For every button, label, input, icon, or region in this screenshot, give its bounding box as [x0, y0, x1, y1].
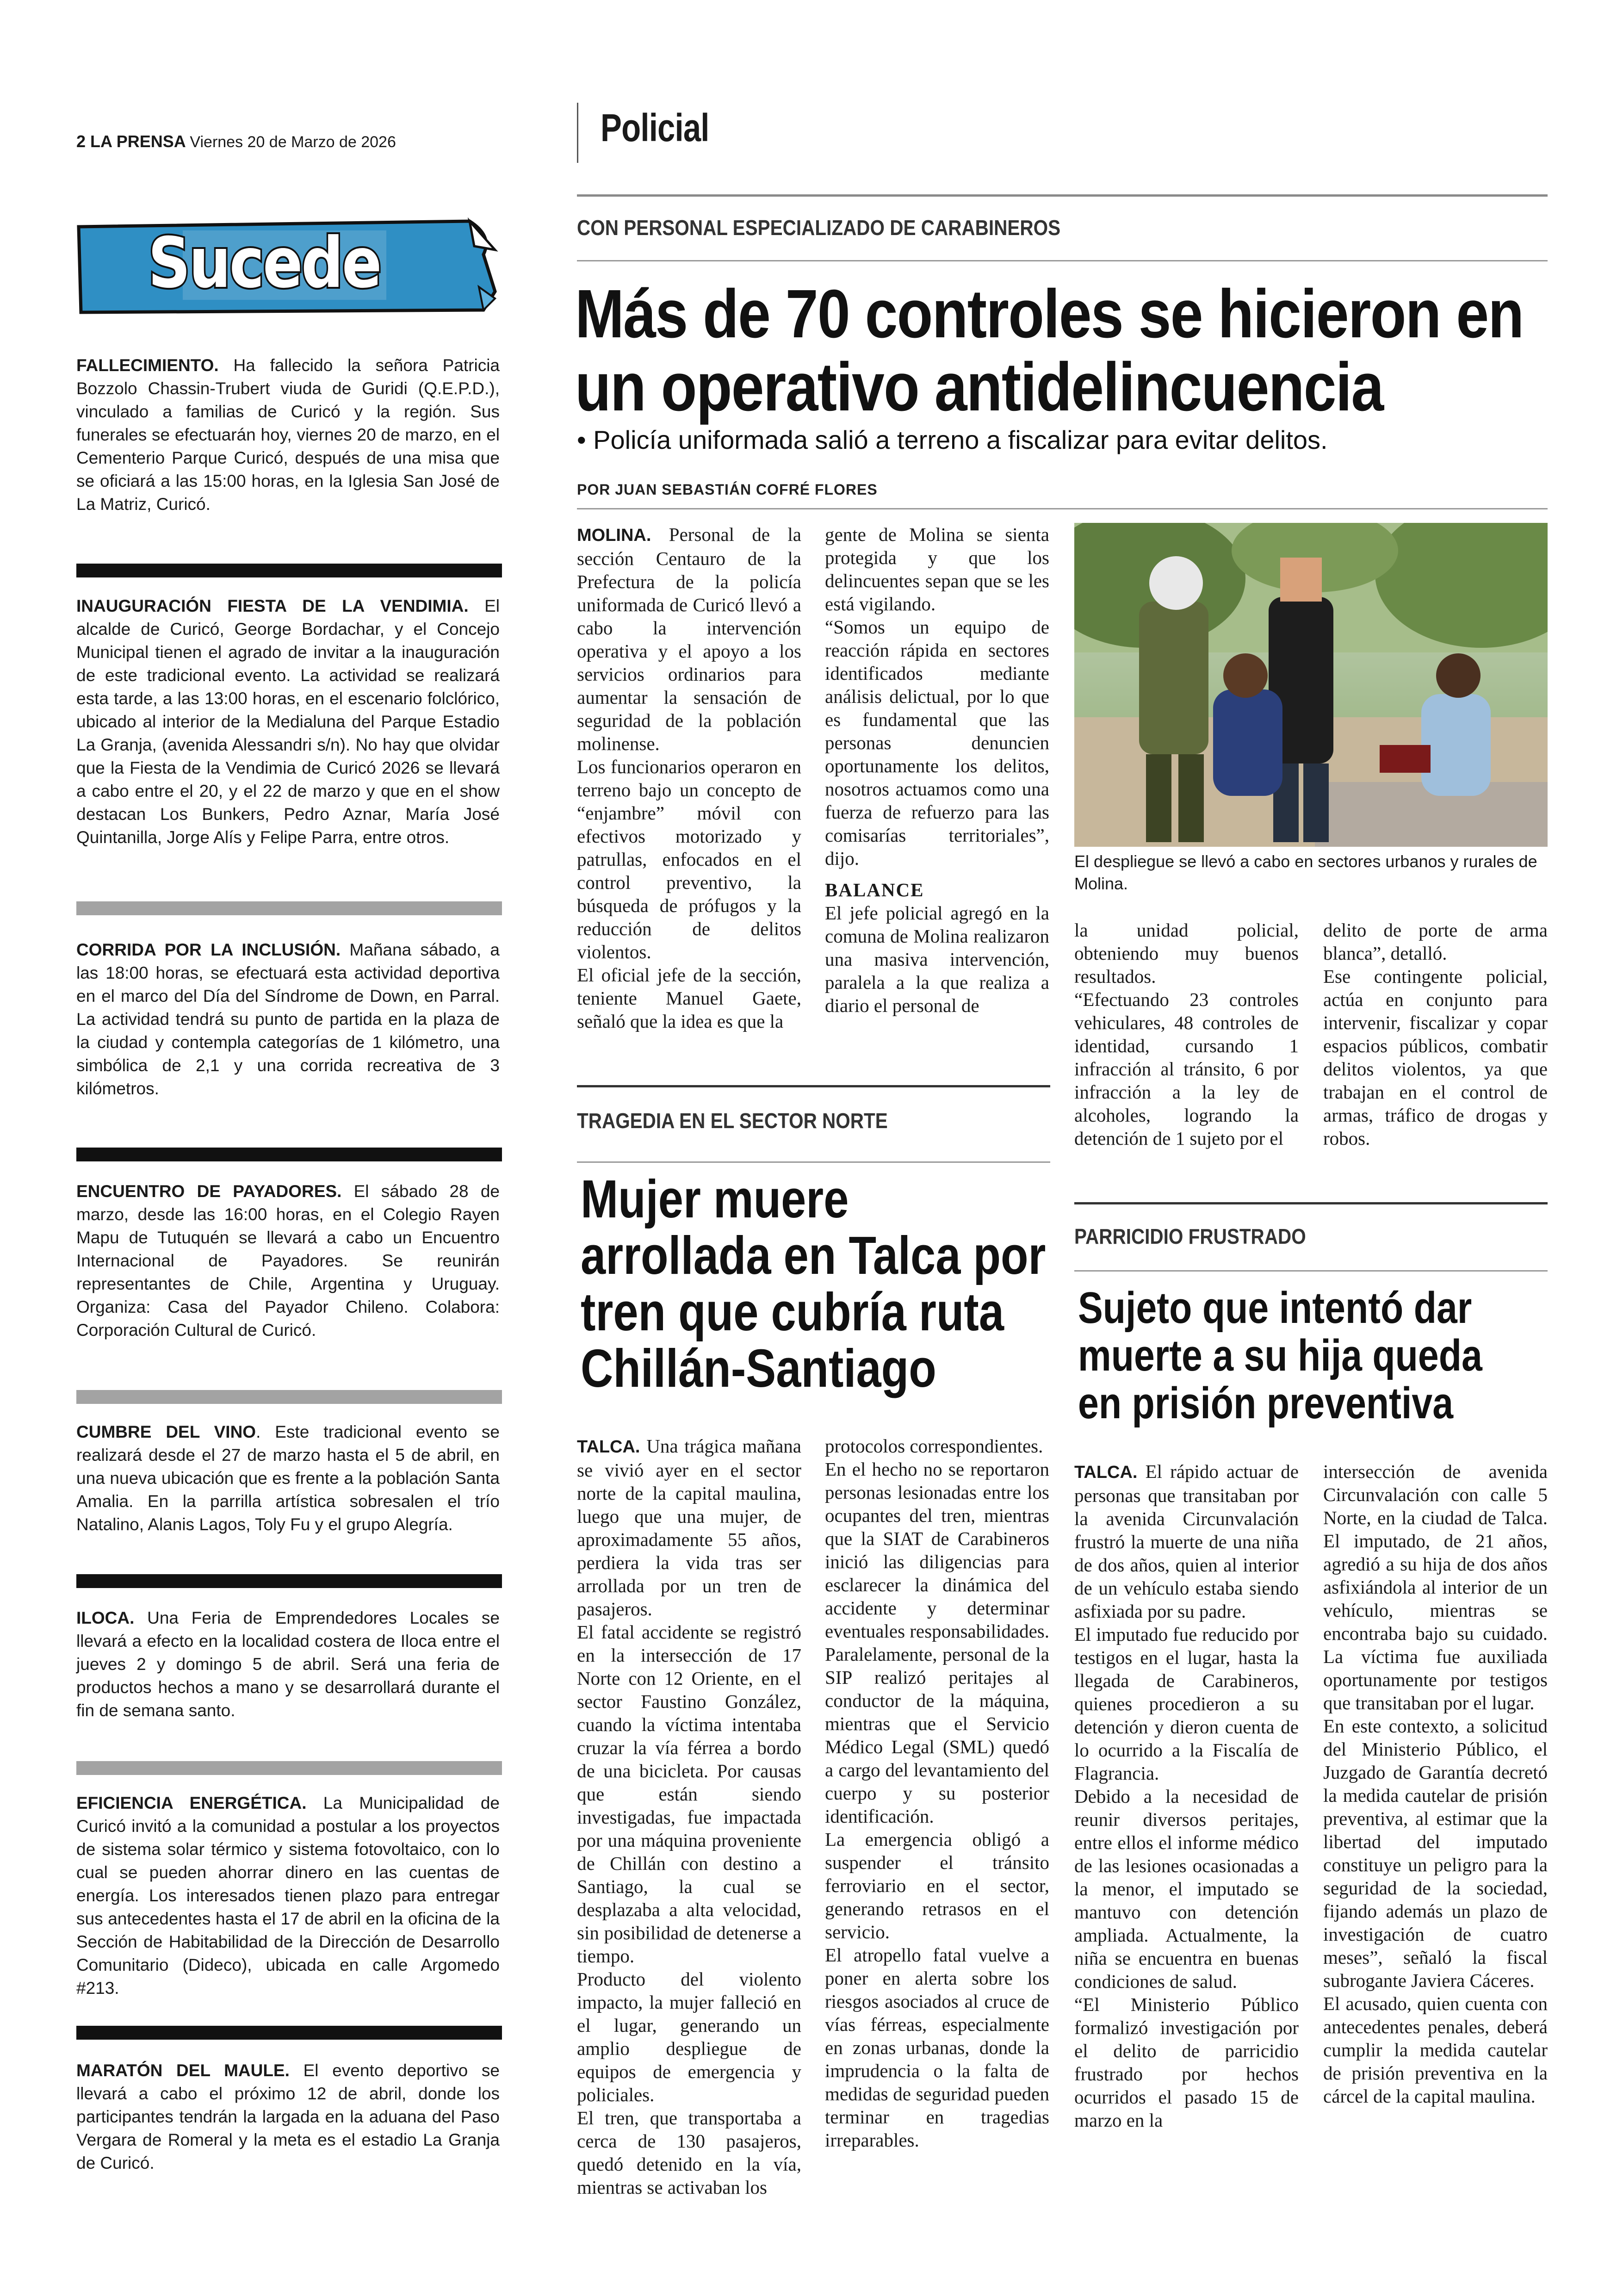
item-text: El evento deportivo se llevará a cabo el próximo 12 de abril, donde los participantes tendrán la largada en la aduana del Paso Vergara de Romeral y la meta es el estadio La Granja de Curicó.: [76, 2061, 500, 2172]
article-photo: [1074, 523, 1548, 847]
paragraph: El atropello fatal vuelve a poner en alerta sobre los riesgos asociados al cruce de vías férreas, especialmente en zonas urbanas, donde la imprudencia o la falta de medidas de seguridad pueden terminar en tragedias irreparables.: [825, 1944, 1049, 2151]
main-headline: [575, 278, 1523, 424]
sucede-item-fallecimiento: [76, 354, 500, 516]
sucede-item-maraton: [76, 2059, 500, 2175]
paragraph: “Efectuando 23 controles vehiculares, 48 controles de identidad, cursando 1 infracción al tránsito, 6 por infracción a la ley de alcoholes, logrando la detención de 1 sujeto por el: [1074, 989, 1299, 1149]
item-divider: [76, 564, 502, 577]
paragraph-text: El rápido actuar de personas que transitaban por la avenida Circunvalación frustró la muerte de una niña de dos años, quien al interior de un vehículo estaba siendo asfixiada por su padre.: [1074, 1461, 1299, 1622]
paragraph: intersección de avenida Circunvalación con calle 5 Norte, en la ciudad de Talca. El imputado, de 21 años, agredió a su hija de dos años asfixiándola al interior de un vehículo, mientras se encontraba bajo su cuidado. La víctima fue auxiliada oportunamente por testigos que transitaban por el lugar.: [1323, 1461, 1548, 1713]
parricide-headline: [1078, 1284, 1482, 1427]
parricide-headline-line: Sujeto que intentó dar: [1078, 1283, 1472, 1333]
sucede-item-eficiencia: [76, 1792, 500, 2000]
sucede-item-vendimia: [76, 595, 500, 849]
parricide-col-2: [1323, 1460, 1548, 2108]
page-date: Viernes 20 de Marzo de 2026: [190, 133, 396, 151]
paragraph: La emergencia obligó a suspender el tránsito ferroviario en el sector, generando retrasos en el servicio.: [825, 1829, 1049, 1942]
paragraph: Los funcionarios operaron en terreno bajo un concepto de “enjambre” móvil con efectivos motorizado y patrullas, enfocados en el control preventivo, la búsqueda de prófugos y la reducción de delitos violentos.: [577, 756, 801, 962]
header-divider: [577, 103, 578, 163]
paragraph: [577, 1434, 801, 1620]
item-keyword: MARATÓN DEL MAULE.: [76, 2061, 290, 2080]
paragraph: El acusado, quien cuenta con antecedentes penales, deberá cumplir la medida cautelar de prisión preventiva en la cárcel de la capital maulina.: [1323, 1993, 1548, 2107]
paragraph-text: Una trágica mañana se vivió ayer en el sector norte de la capital maulina, luego que una mujer, de aproximadamente 55 años, perdiera la vida tras ser arrollada por un tren de pasajeros.: [577, 1435, 801, 1620]
item-keyword: ENCUENTRO DE PAYADORES.: [76, 1182, 342, 1201]
paragraph: “Somos un equipo de reacción rápida en sectores identificados mediante análisis delictual, por lo que es fundamental que las personas denuncien oportunamente los delitos, nosotros actuamos como una fuerza de refuerzo para las comisarías territoriales”, dijo.: [825, 616, 1049, 869]
page-number: 2: [76, 132, 86, 151]
parricide-kicker-rule: [1074, 1270, 1548, 1272]
subheading: BALANCE: [825, 879, 924, 900]
newspaper-name: LA PRENSA: [90, 132, 186, 151]
main-subhead: • Policía uniformada salió a terreno a fiscalizar para evitar delitos.: [577, 425, 1328, 454]
dateline: TALCA.: [577, 1437, 640, 1457]
paragraph: la unidad policial, obteniendo muy buenos resultados.: [1074, 919, 1299, 987]
train-headline-line: Mujer muere: [581, 1169, 849, 1229]
item-divider: [76, 2026, 502, 2040]
main-col-3: [1074, 918, 1299, 1150]
item-text: Una Feria de Emprendedores Locales se llevará a efecto en la localidad costera de Iloca entre el jueves 2 y domingo 5 de abril. Será una feria de productos hechos a mano y se desarrollará durante el fin de semana santo.: [76, 1608, 500, 1720]
page-header: [76, 132, 396, 151]
train-col-1: [577, 1434, 801, 2199]
main-col-1: [577, 523, 801, 1033]
section-title: Policial: [601, 106, 709, 149]
main-col-2: [825, 523, 1049, 1017]
main-byline: POR JUAN SEBASTIÁN COFRÉ FLORES: [577, 481, 878, 498]
parricide-col-1: [1074, 1460, 1299, 2132]
paragraph: protocolos correspondientes.: [825, 1435, 1043, 1457]
item-text: El sábado 28 de marzo, desde las 16:00 horas, en el Colegio Rayen Mapu de Tutuquén se llevará a cabo un Encuentro Internacional de Payadores. Se reunirán representantes de Chile, Argentina y Uruguay. Organiza: Casa del Payador Chileno. Colabora: Corporación Cultural de Curicó.: [76, 1182, 500, 1340]
paragraph: En el hecho no se reportaron personas lesionadas entre los ocupantes del tren, mientras que la SIAT de Carabineros inició las diligencias para esclarecer la dinámica del accidente y determinar eventuales responsabilidades. Paralelamente, personal de la SIP realizó peritajes al conductor de la máquina, mientras que el Servicio Médico Legal (SML) quedó a cargo del levantamiento del cuerpo y su posterior identificación.: [825, 1458, 1050, 1827]
item-divider: [76, 901, 502, 915]
train-headline-line: tren que cubría ruta: [581, 1282, 1004, 1342]
item-divider: [76, 1148, 502, 1161]
item-text: . Este tradicional evento se realizará desde el 27 de marzo hasta el 5 de abril, en una nueva ubicación que es frente a la población Santa Amalia. En la parrilla artística sobresalen el trío Natalino, Alanis Lagos, Toly Fu y el grupo Alegría.: [76, 1422, 500, 1534]
sucede-item-cumbre-vino: [76, 1421, 500, 1536]
train-kicker: TRAGEDIA EN EL SECTOR NORTE: [577, 1109, 888, 1133]
sucede-item-corrida: [76, 938, 500, 1100]
paragraph: [1074, 1460, 1299, 1623]
train-top-rule: [577, 1085, 1050, 1087]
paragraph: gente de Molina se sienta protegida y que los delincuentes sepan que se les está vigilando.: [825, 524, 1049, 614]
photo-police-operation: [1074, 523, 1548, 847]
parricide-top-rule: [1074, 1202, 1548, 1204]
paragraph: El fatal accidente se registró en la intersección de 17 Norte con 12 Oriente, en el sector Faustino González, cuando la víctima intentaba cruzar la vía férrea a bordo de una bicicleta. Por causas que están siendo investigadas, fue impactada por una máquina proveniente de Chillán con destino a Santiago, la cual se desplazaba a alta velocidad, sin posibilidad de detenerse a tiempo.: [577, 1621, 801, 1967]
sucede-item-payadores: [76, 1180, 500, 1342]
item-text: El alcalde de Curicó, George Bordachar, y el Concejo Municipal tienen el agrado de invitar a la inauguración de este tradicional evento. La actividad se realizará esta tarde, a las 13:00 horas, en el escenario folclórico, ubicado al interior de la Medialuna del Parque Estadio La Granja, (avenida Alessandri s/n). No hay que olvidar que la Fiesta de la Vendimia de Curicó 2026 se llevará a cabo entre el 20, y el 22 de marzo y que en el show destacan Los Bunkers, Pedro Aznar, María José Quintanilla, Jorge Alís y Felipe Parra, entre otros.: [76, 596, 500, 847]
paragraph: delito de porte de arma blanca”, detalló.: [1323, 919, 1548, 964]
dateline: MOLINA.: [577, 526, 651, 545]
train-kicker-rule: [577, 1161, 1050, 1163]
parricide-headline-line: en prisión preventiva: [1078, 1378, 1454, 1428]
parricide-headline-line: muerte a su hija queda: [1078, 1331, 1482, 1380]
paragraph: [577, 523, 801, 755]
parricide-kicker: PARRICIDIO FRUSTRADO: [1074, 1224, 1306, 1248]
photo-caption: El despliegue se llevó a cabo en sectores urbanos y rurales de Molina.: [1074, 852, 1537, 893]
paragraph-text: Personal de la sección Centauro de la Prefectura de la policía uniformada de Curicó llevó a cabo la intervención operativa y el apoyo a los servicios ordinarios para aumentar la sensación de seguridad de la población molinense.: [577, 524, 801, 754]
train-headline-line: arrollada en Talca por: [581, 1225, 1046, 1285]
item-keyword: INAUGURACIÓN FIESTA DE LA VENDIMIA.: [76, 596, 469, 615]
header-rule: [577, 194, 1548, 197]
paragraph: El jefe policial agregó en la comuna de Molina realizaron una masiva intervención, paralela a la que realiza a diario el personal de: [825, 902, 1049, 1016]
item-keyword: FALLECIMIENTO.: [76, 356, 219, 375]
sucede-banner: [76, 217, 500, 315]
kicker-rule: [577, 260, 1548, 261]
item-keyword: ILOCA.: [76, 1608, 135, 1627]
item-text: Ha fallecido la señora Patricia Bozzolo Chassin-Trubert viuda de Guridi (Q.E.P.D.), vinculado a familias de Curicó y la región. Sus funerales se efectuarán hoy, viernes 20 de marzo, en el Cementerio Parque Curicó, después de una misa que se oficiará a las 15:00 horas, en la Iglesia San José de La Matriz, Curicó.: [76, 356, 500, 514]
main-kicker: CON PERSONAL ESPECIALIZADO DE CARABINEROS: [577, 216, 1061, 240]
item-text: Mañana sábado, a las 18:00 horas, se efectuará esta actividad deportiva en el marco del Día del Síndrome de Down, en Parral. La actividad tendrá su punto de partida en la plaza de la ciudad y contempla categorías de 1 kilómetro, una simbólica de 2,1 y una corrida recreativa de 3 kilómetros.: [76, 940, 500, 1098]
sucede-title: Sucede: [148, 223, 380, 304]
item-text: La Municipalidad de Curicó invitó a la comunidad a postular a los proyectos de sistema solar térmico y sistema fotovoltaico, con lo cual se pueden ahorrar dinero en las cuentas de energía. Los interesados tienen plazo para entregar sus antecedentes hasta el 17 de abril en la oficina de la Sección de Habitabilidad de la Dirección de Desarrollo Comunitario (Dideco), ubicada en calle Argomedo #213.: [76, 1793, 500, 1998]
item-keyword: CORRIDA POR LA INCLUSIÓN.: [76, 940, 341, 959]
train-headline: [581, 1171, 1046, 1396]
main-headline-line: un operativo antidelincuencia: [575, 349, 1383, 425]
item-keyword: EFICIENCIA ENERGÉTICA.: [76, 1793, 307, 1812]
item-keyword: CUMBRE DEL VINO: [76, 1422, 256, 1441]
paragraph: El imputado fue reducido por testigos en el lugar, hasta la llegada de Carabineros, quienes procedieron a su detención y dieron cuenta de lo ocurrido a la Fiscalía de Flagrancia.: [1074, 1624, 1299, 1784]
paragraph: Debido a la necesidad de reunir diversos peritajes, entre ellos el informe médico de las lesiones ocasionadas a la menor, el imputado se mantuvo con detención ampliada. Actualmente, la niña se encuentra en buenas condiciones de salud.: [1074, 1786, 1299, 1992]
train-col-2: [825, 1434, 1049, 2152]
paragraph: Producto del violento impacto, la mujer falleció en el lugar, generando un amplio despliegue de equipos de emergencia y policiales.: [577, 1968, 801, 2105]
sucede-item-iloca: [76, 1607, 500, 1722]
item-divider: [76, 1574, 502, 1588]
main-headline-line: Más de 70 controles se hicieron en: [575, 276, 1524, 352]
dateline: TALCA.: [1074, 1463, 1138, 1482]
byline-rule: [577, 508, 1548, 509]
paragraph: Ese contingente policial, actúa en conjunto para intervenir, fiscalizar y copar espacios públicos, combatir delitos violentos, ya que trabajan en el control de armas, tráfico de drogas y robos.: [1323, 966, 1548, 1149]
main-col-4: [1323, 918, 1548, 1150]
paragraph: El tren, que transportaba a cerca de 130 pasajeros, quedó detenido en la vía, mientras se activaban los: [577, 2107, 801, 2198]
paragraph: “El Ministerio Público formalizó investigación por el delito de parricidio frustrado por hechos ocurridos el pasado 15 de marzo en la: [1074, 1994, 1299, 2131]
item-divider: [76, 1390, 502, 1404]
item-divider: [76, 1761, 502, 1775]
paragraph: El oficial jefe de la sección, teniente Manuel Gaete, señaló que la idea es que la: [577, 964, 801, 1032]
train-headline-line: Chillán-Santiago: [581, 1338, 936, 1398]
paragraph: En este contexto, a solicitud del Ministerio Público, el Juzgado de Garantía decretó la medida cautelar de prisión preventiva, al estimar que la libertad del imputado constituye un peligro para la seguridad de la sociedad, fijando además un plazo de investigación de cuatro meses”, señaló la fiscal subrogante Javiera Cáceres.: [1323, 1715, 1548, 1991]
